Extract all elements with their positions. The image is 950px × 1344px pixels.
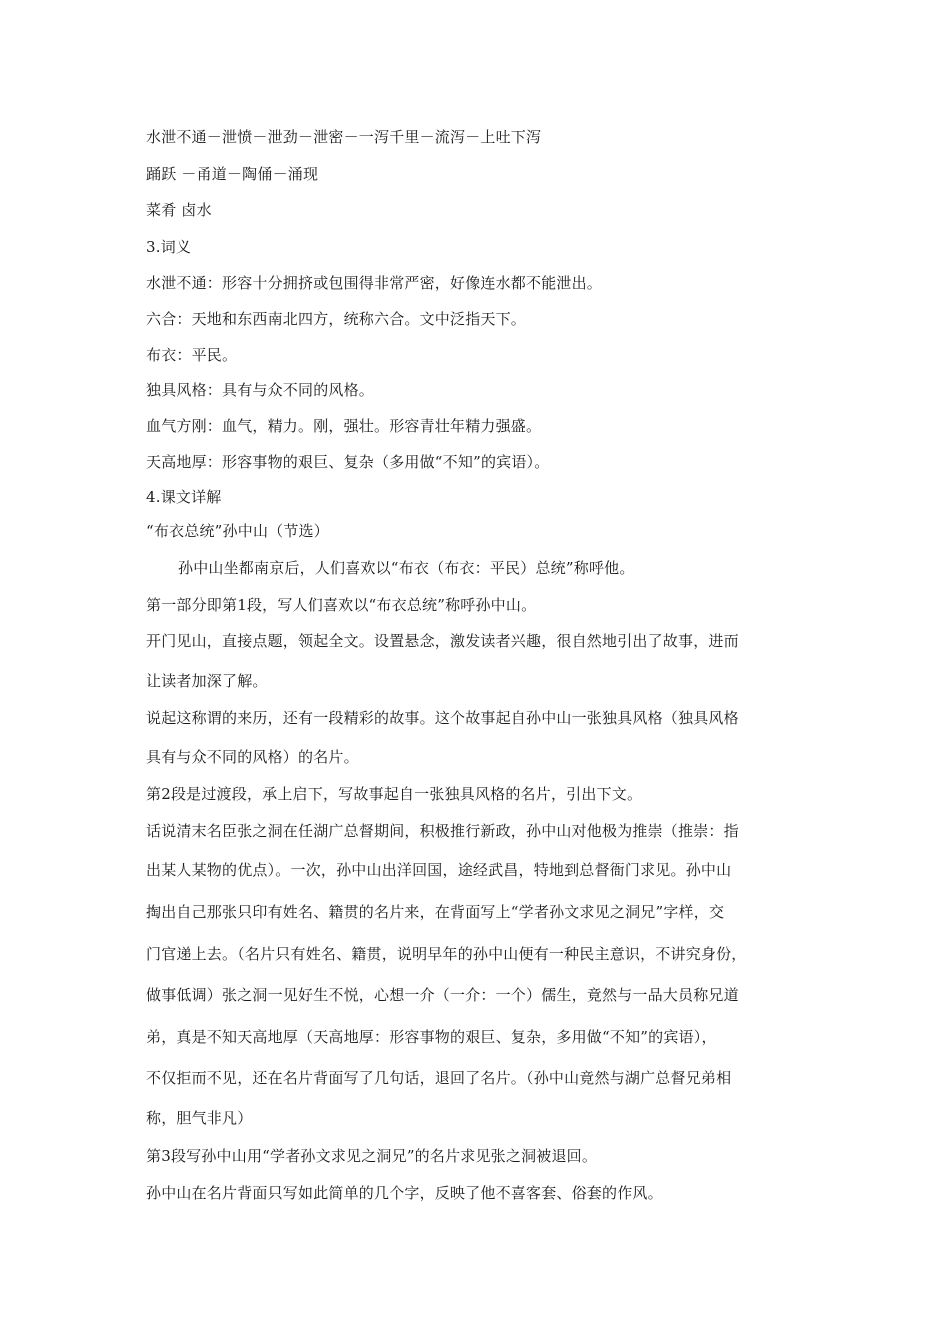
- line-text: 出某人某物的优点）。一次，孙中山出洋回国，途经武昌，特地到总督衙门求见。孙中山: [146, 861, 732, 879]
- line-text: 弟，真是不知天高地厚（天高地厚：形容事物的艰巨、复杂，多用做“不知”的宾语），: [146, 1028, 717, 1046]
- line-text: 做事低调）张之洞一见好生不悦，心想一介（一介：一个）儒生，竟然与一品大员称兄道: [146, 986, 739, 1004]
- line-text: 水泄不通－泄愤－泄劲－泄密－一泻千里－流泻－上吐下泻: [146, 128, 542, 146]
- line-text: 第一部分即第1段，写人们喜欢以“布衣总统”称呼孙中山。: [146, 596, 537, 614]
- article-title: “布衣总统”孙中山（节选）: [146, 522, 329, 540]
- line-text: 孙中山坐都南京后，人们喜欢以“布衣（布衣：平民）总统”称呼他。: [178, 559, 635, 577]
- line-text: 踊跃 －甬道－陶俑－涌现: [146, 165, 319, 183]
- line-text: 让读者加深了解。: [146, 672, 268, 690]
- line-text: 六合：天地和东西南北四方，统称六合。文中泛指天下。: [146, 310, 527, 328]
- line-text: 不仅拒而不见，还在名片背面写了几句话，退回了名片。（孙中山竟然与湖广总督兄弟相: [146, 1069, 732, 1087]
- line-text: 菜肴 卤水: [146, 201, 212, 219]
- line-text: 水泄不通：形容十分拥挤或包围得非常严密，好像连水都不能泄出。: [146, 274, 603, 292]
- line-text: 开门见山，直接点题，领起全文。设置悬念，激发读者兴趣，很自然地引出了故事，进而: [146, 632, 739, 650]
- section-heading: 4.课文详解: [146, 488, 222, 506]
- section-heading: 3.词义: [146, 238, 192, 256]
- line-text: 第3段写孙中山用“学者孙文求见之洞兄”的名片求见张之洞被退回。: [146, 1147, 598, 1165]
- line-text: 称，胆气非凡）: [146, 1109, 253, 1127]
- line-text: 孙中山在名片背面只写如此简单的几个字，反映了他不喜客套、俗套的作风。: [146, 1184, 663, 1202]
- line-text: 话说清末名臣张之洞在任湖广总督期间，积极推行新政，孙中山对他极为推崇（推崇：指: [146, 822, 739, 840]
- line-text: 布衣：平民。: [146, 346, 238, 364]
- line-text: 独具风格：具有与众不同的风格。: [146, 381, 375, 399]
- line-text: 天高地厚：形容事物的艰巨、复杂（多用做“不知”的宾语）。: [146, 453, 550, 471]
- line-text: 第2段是过渡段，承上启下，写故事起自一张独具风格的名片，引出下文。: [146, 785, 643, 803]
- line-text: 门官递上去。（名片只有姓名、籍贯，说明早年的孙中山便有一种民主意识，不讲究身份，: [146, 945, 747, 963]
- line-text: 血气方刚：血气，精力。刚，强壮。形容青壮年精力强盛。: [146, 417, 542, 435]
- line-text: 说起这称谓的来历，还有一段精彩的故事。这个故事起自孙中山一张独具风格（独具风格: [146, 709, 739, 727]
- line-text: 掏出自己那张只印有姓名、籍贯的名片来，在背面写上“学者孙文求见之洞兄”字样，交: [146, 903, 725, 921]
- line-text: 具有与众不同的风格）的名片。: [146, 748, 359, 766]
